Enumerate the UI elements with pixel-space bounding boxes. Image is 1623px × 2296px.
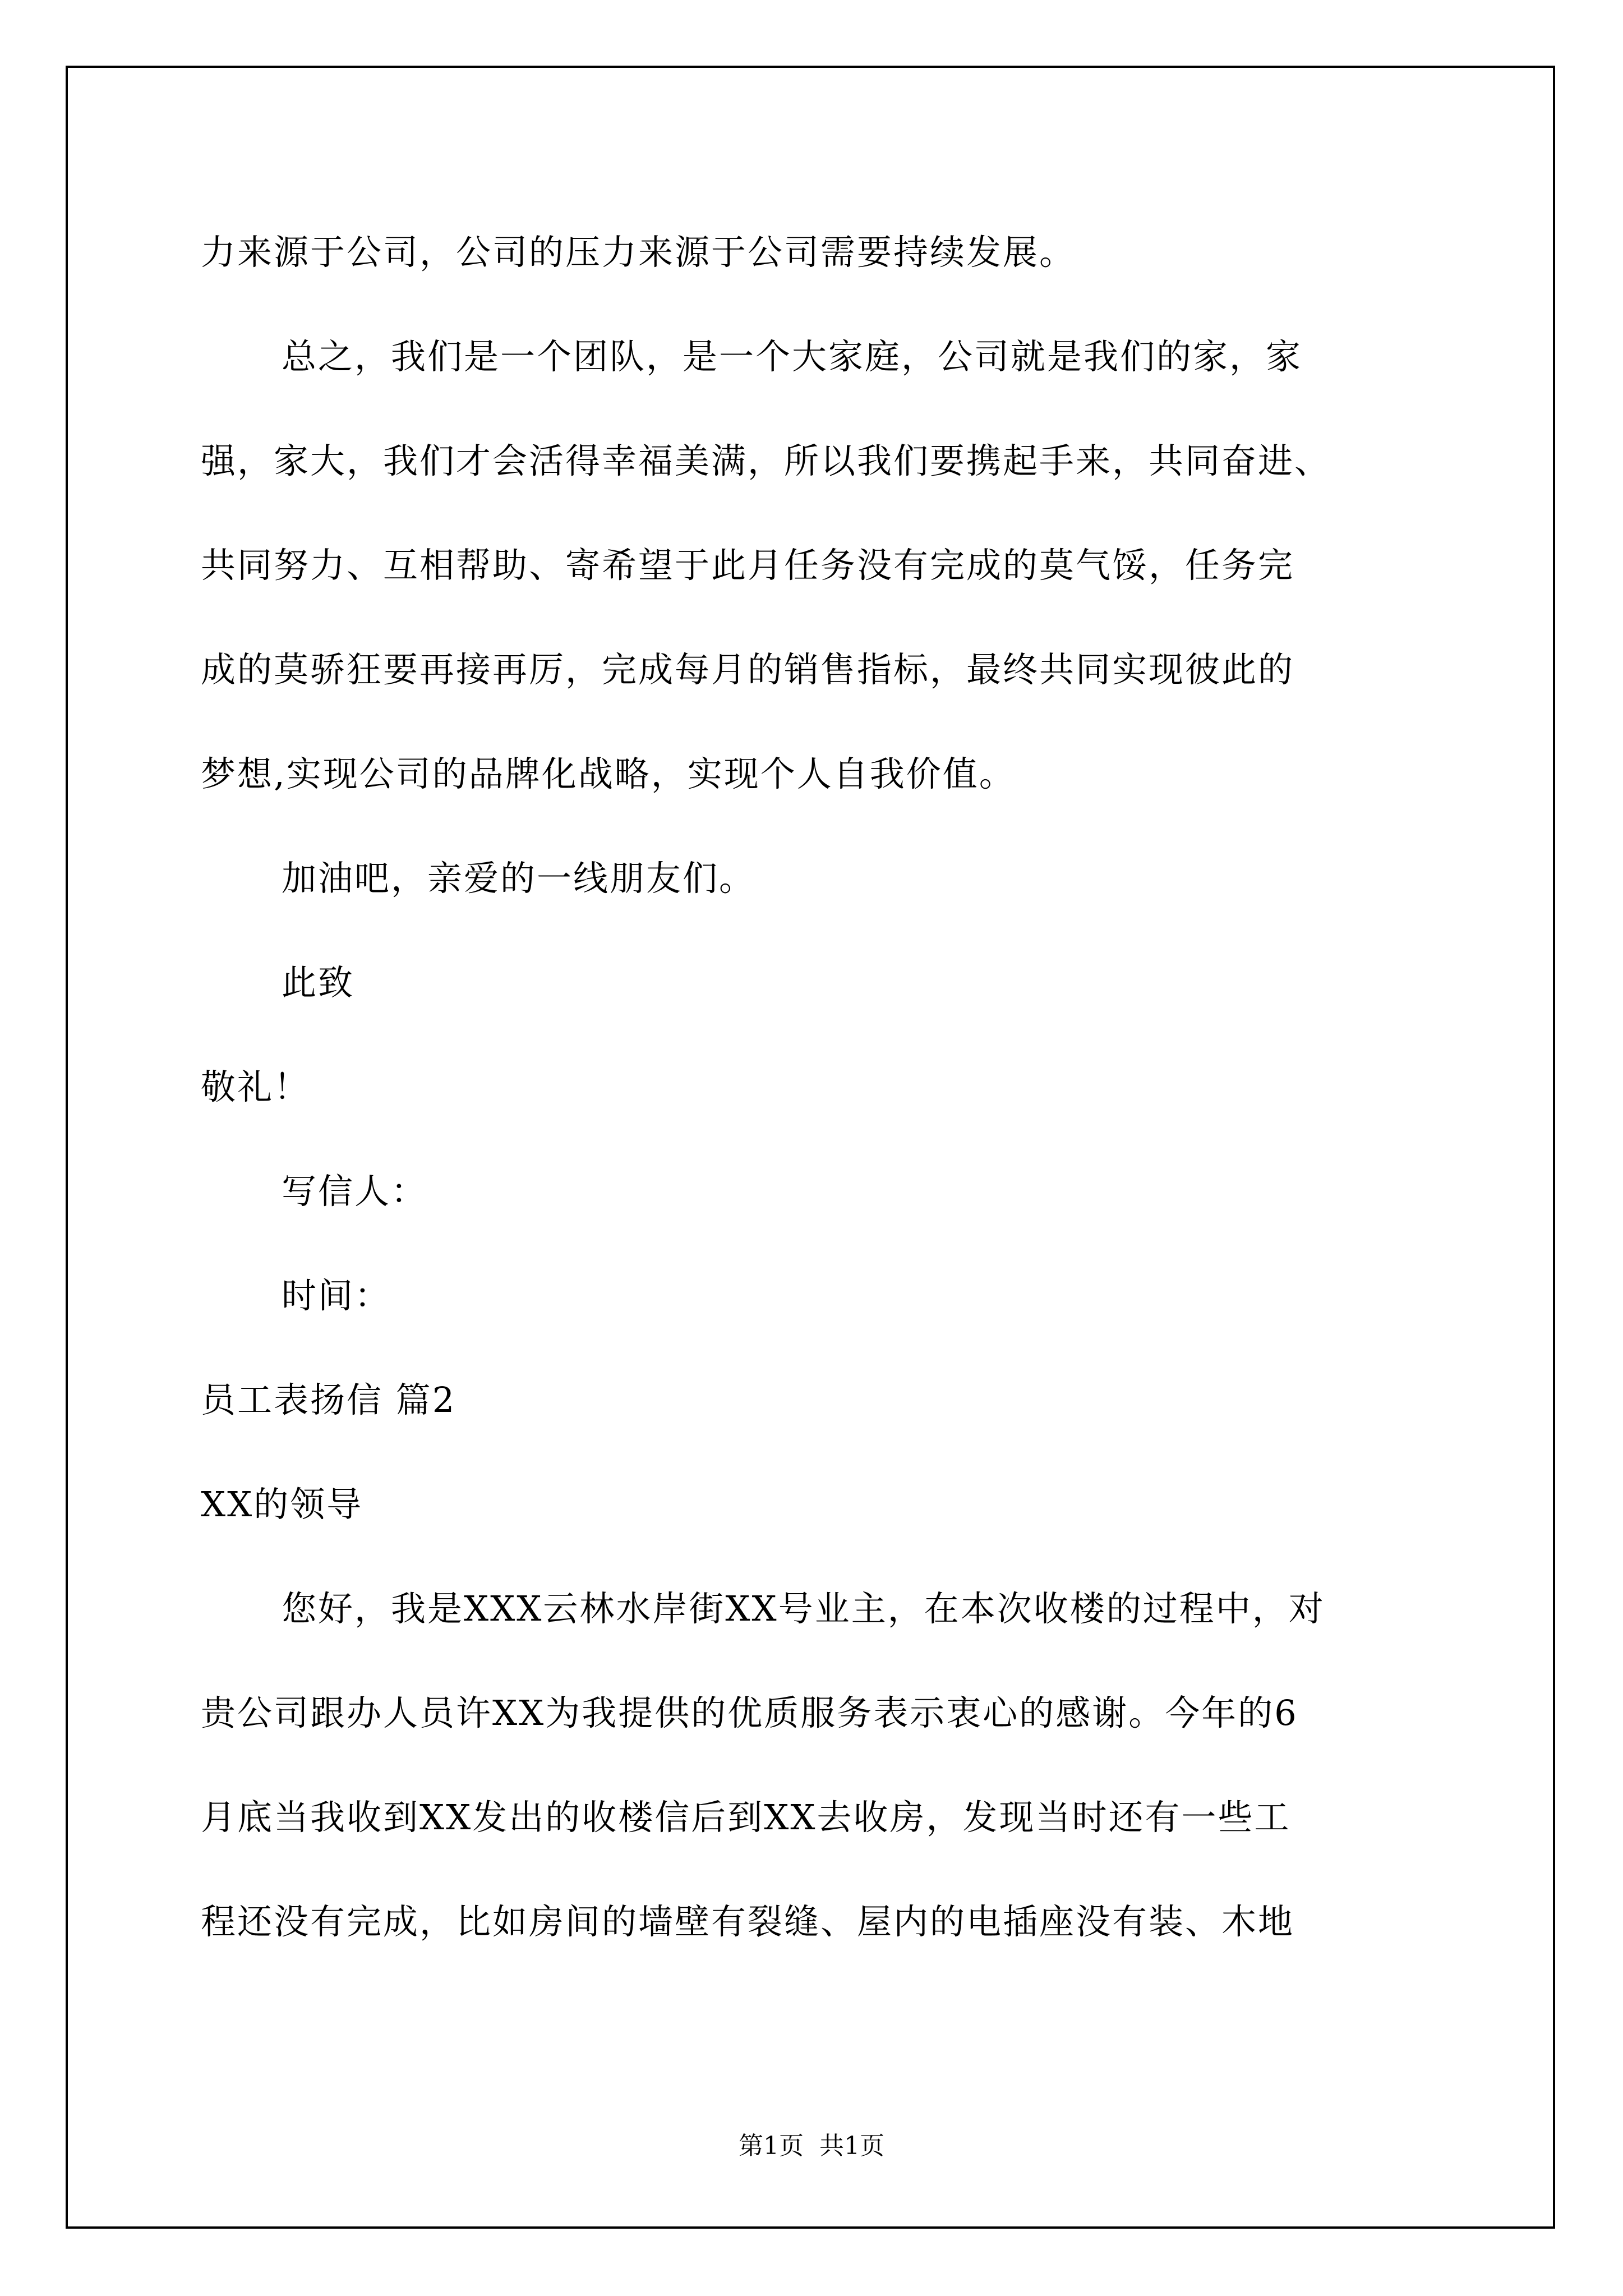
text-line-5: 成的莫骄狂要再接再厉，完成每月的销售指标，最终共同实现彼此的 — [201, 649, 1295, 690]
signature-label: 写信人： — [282, 1171, 428, 1212]
text-line-14: 您好，我是XXX云林水岸街XX号业主，在本次收楼的过程中，对 — [282, 1588, 1325, 1629]
closing-salutation: 此致 — [282, 962, 355, 1003]
text-line-17: 程还没有完成，比如房间的墙壁有裂缝、屋内的电插座没有装、木地 — [201, 1901, 1295, 1942]
section-title: 员工表扬信 篇2 — [201, 1379, 457, 1420]
text-line-16: 月底当我收到XX发出的收楼信后到XX去收房，发现当时还有一些工 — [201, 1797, 1291, 1838]
text-line-4: 共同努力、互相帮助、寄希望于此月任务没有完成的莫气馁，任务完 — [201, 545, 1295, 586]
text-line-2: 总之，我们是一个团队，是一个大家庭，公司就是我们的家，家 — [282, 336, 1303, 377]
closing-regards: 敬礼！ — [201, 1066, 311, 1107]
text-line-6: 梦想,实现公司的品牌化战略，实现个人自我价值。 — [201, 753, 1016, 794]
text-line-3: 强，家大，我们才会活得幸福美满，所以我们要携起手来，共同奋进、 — [201, 440, 1331, 481]
text-line-1: 力来源于公司，公司的压力来源于公司需要持续发展。 — [201, 232, 1076, 273]
text-line-15: 贵公司跟办人员许XX为我提供的优质服务表示衷心的感谢。今年的6 — [201, 1692, 1298, 1733]
page-footer: 第1页 共1页 — [739, 2132, 884, 2160]
letter-recipient: XX的领导 — [201, 1484, 363, 1525]
text-line-7: 加油吧，亲爱的一线朋友们。 — [282, 858, 756, 899]
date-label: 时间： — [282, 1275, 391, 1316]
